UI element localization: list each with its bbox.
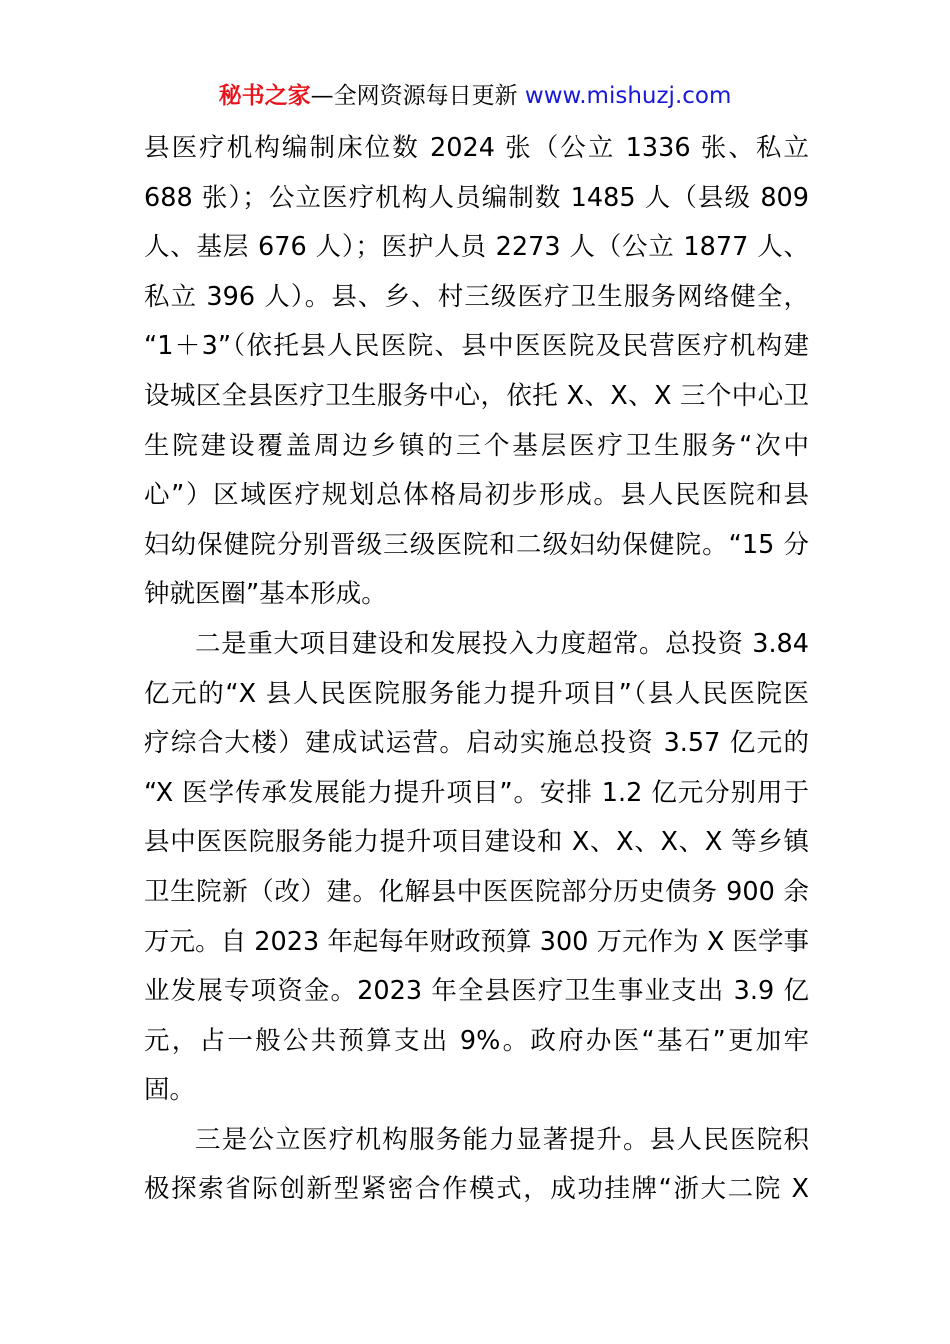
text-line: 县中医医院服务能力提升项目建设和 X、X、X、X 等乡镇 (144, 827, 809, 858)
text-line: 钟就医圈”基本形成。 (144, 579, 387, 610)
site-brand: 秘书之家 (218, 83, 311, 109)
text-line: 卫生院新（改）建。化解县中医医院部分历史债务 900 余 (144, 876, 809, 907)
paragraph-first-line: 三是公立医疗机构服务能力显著提升。县人民医院积 (195, 1124, 809, 1155)
text-line: 极探索省际创新型紧密合作模式，成功挂牌“浙大二院 X (144, 1174, 809, 1205)
text-line: 688 张）；公立医疗机构人员编制数 1485 人（县级 809 (144, 182, 809, 213)
text-line: 心”）区域医疗规划总体格局初步形成。县人民医院和县 (144, 480, 809, 511)
text-line: “1＋3”（依托县人民医院、县中医医院及民营医疗机构建 (144, 331, 809, 362)
text-line: 妇幼保健院分别晋级三级医院和二级妇幼保健院。“15 分 (144, 529, 809, 560)
text-line: 县医疗机构编制床位数 2024 张（公立 1336 张、私立 (144, 133, 809, 163)
text-line: 疗综合大楼）建成试运营。启动实施总投资 3.57 亿元的 (144, 728, 809, 759)
document-body (144, 124, 809, 1215)
paragraph-first-line: 二是重大项目建设和发展投入力度超常。总投资 3.84 (195, 628, 809, 659)
site-url-link[interactable]: www.mishuzj.com (524, 83, 732, 109)
site-tagline: —全网资源每日更新 (310, 83, 525, 109)
text-line: 人、基层 676 人）；医护人员 2273 人（公立 1877 人、 (144, 232, 809, 263)
text-line: 设城区全县医疗卫生服务中心，依托 X、X、X 三个中心卫 (144, 380, 809, 411)
site-header (0, 80, 950, 112)
text-line: 私立 396 人）。县、乡、村三级医疗卫生服务网络健全， (144, 281, 809, 312)
text-line: 固。 (144, 1075, 196, 1106)
text-line: 亿元的“X 县人民医院服务能力提升项目”（县人民医院医 (144, 678, 809, 709)
text-line: 元，占一般公共预算支出 9%。政府办医“基石”更加牢 (144, 1025, 809, 1056)
text-line: 业发展专项资金。2023 年全县医疗卫生事业支出 3.9 亿 (144, 976, 809, 1007)
text-line: 万元。自 2023 年起每年财政预算 300 万元作为 X 医学事 (144, 926, 809, 957)
text-line: “X 医学传承发展能力提升项目”。安排 1.2 亿元分别用于 (144, 777, 809, 808)
text-line: 生院建设覆盖周边乡镇的三个基层医疗卫生服务“次中 (144, 430, 809, 461)
